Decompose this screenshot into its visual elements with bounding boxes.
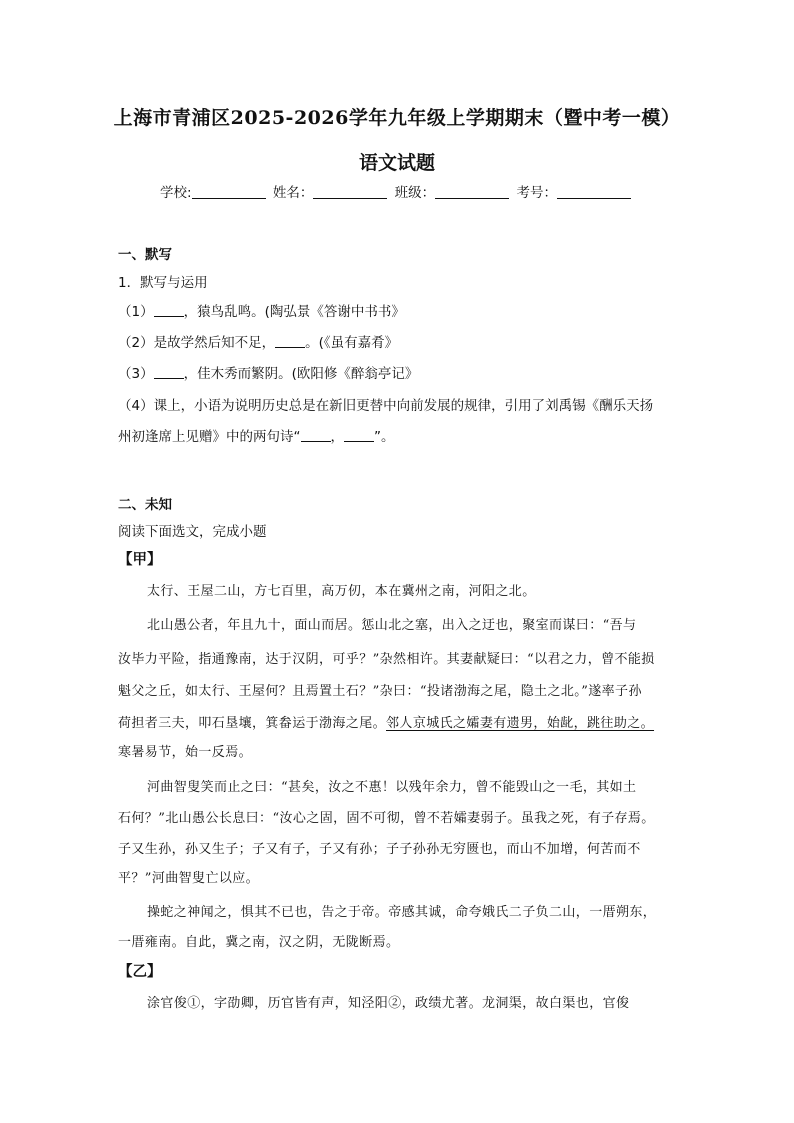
item-number: （2） [118, 335, 154, 351]
jia-paragraph-3-line3: 子又生孙，孙又生子；子又有子，子又有孙；子子孙孙无穷匮也，而山不加增，何苦而不 [118, 842, 641, 857]
jia-paragraph-4-line1: 操蛇之神闻之，惧其不已也，告之于帝。帝感其诚，命夸娥氏二子负二山，一厝朔东， [147, 905, 657, 920]
item-text: ”。 [374, 429, 395, 445]
jia-paragraph-2-line3: 魁父之丘，如太行、王屋何？且焉置土石？”杂曰：“投诸渤海之尾，隐土之北。”遂率子孙 [118, 684, 642, 699]
jia-paragraph-2-line2: 汝毕力平险，指通豫南，达于汉阴，可乎？”杂然相许。其妻献疑曰：“以君之力，曾不能损 [118, 652, 655, 667]
item-text: ，佳木秀而繁阴。(欧阳修《醉翁亭记》 [183, 366, 419, 382]
item-number: （3） [118, 366, 154, 382]
jia-paragraph-4-line2: 一厝雍南。自此，冀之南，汉之阴，无陇断焉。 [118, 935, 400, 950]
answer-blank[interactable] [301, 429, 331, 442]
yi-paragraph-1: 涂官俊①，字劭卿，历官皆有声，知泾阳②，政绩尤著。龙洞渠，故白渠也，官俊 [147, 996, 630, 1011]
underlined-sentence: 邻人京城氏之孀妻有遗男，始龀，跳往助之。 [386, 716, 655, 731]
item-number: （1） [118, 304, 154, 320]
item-text: ，猿鸟乱鸣。(陶弘景《答谢中书书》 [183, 304, 405, 320]
jia-paragraph-3-line1: 河曲智叟笑而止之曰：“甚矣，汝之不惠！以残年余力，曾不能毁山之一毛，其如土 [147, 780, 637, 795]
class-blank[interactable] [435, 184, 509, 199]
jia-paragraph-2-line5: 寒暑易节，始一反焉。 [118, 745, 253, 760]
item-text-after: 。(《虽有嘉肴》 [305, 335, 399, 351]
answer-blank[interactable] [154, 366, 184, 379]
section1-heading: 一、默写 [118, 247, 172, 263]
answer-blank[interactable] [275, 335, 305, 348]
school-blank[interactable] [192, 184, 266, 199]
name-blank[interactable] [313, 184, 387, 199]
answer-blank[interactable] [154, 304, 184, 317]
jia-paragraph-2-line1: 北山愚公者，年且九十，面山而居。惩山北之塞，出入之迂也，聚室而谋曰：“吾与 [147, 618, 637, 633]
question1-title: 1．默写与运用 [118, 275, 208, 291]
passage-text: 荷担者三夫，叩石垦壤，箕畚运于渤海之尾。 [118, 716, 387, 731]
reading-instruction: 阅读下面选文，完成小题 [118, 524, 267, 540]
jia-paragraph-1: 太行、王屋二山，方七百里，高万仞，本在冀州之南，河阳之北。 [147, 584, 536, 599]
exam-number-label: 考号： [516, 185, 557, 201]
exam-subtitle: 语文试题 [358, 152, 435, 174]
question1-item-4-line1: （4）课上，小语为说明历史总是在新旧更替中向前发展的规律，引用了刘禹锡《酬乐天扬 [118, 398, 654, 414]
answer-blank[interactable] [344, 429, 374, 442]
student-info-row [0, 181, 794, 201]
class-label: 班级： [394, 185, 436, 201]
passage-jia-label: 【甲】 [118, 552, 162, 568]
passage-yi-label: 【乙】 [118, 964, 162, 980]
item-text: ， [330, 429, 344, 445]
question1-item-2 [118, 331, 398, 351]
item-text: 州初逢席上见赠》中的两句诗“ [118, 429, 301, 445]
school-label: 学校: [160, 185, 192, 201]
jia-paragraph-3-line2: 石何？”北山愚公长息曰：“汝心之固，固不可彻，曾不若孀妻弱子。虽我之死，有子存焉。 [118, 811, 655, 826]
question1-item-4-line2 [118, 425, 395, 445]
jia-paragraph-3-line4: 平？”河曲智叟亡以应。 [118, 871, 260, 886]
item-text: 是故学然后知不足， [153, 335, 276, 351]
exam-title: 上海市青浦区2025-2026学年九年级上学期期末（暨中考一模） [113, 107, 681, 129]
question1-item-1 [118, 300, 405, 320]
jia-paragraph-2-line4 [118, 712, 654, 731]
question1-item-3 [118, 362, 418, 382]
exam-number-blank[interactable] [557, 184, 631, 199]
name-label: 姓名： [272, 185, 314, 201]
section2-heading: 二、未知 [118, 497, 172, 513]
